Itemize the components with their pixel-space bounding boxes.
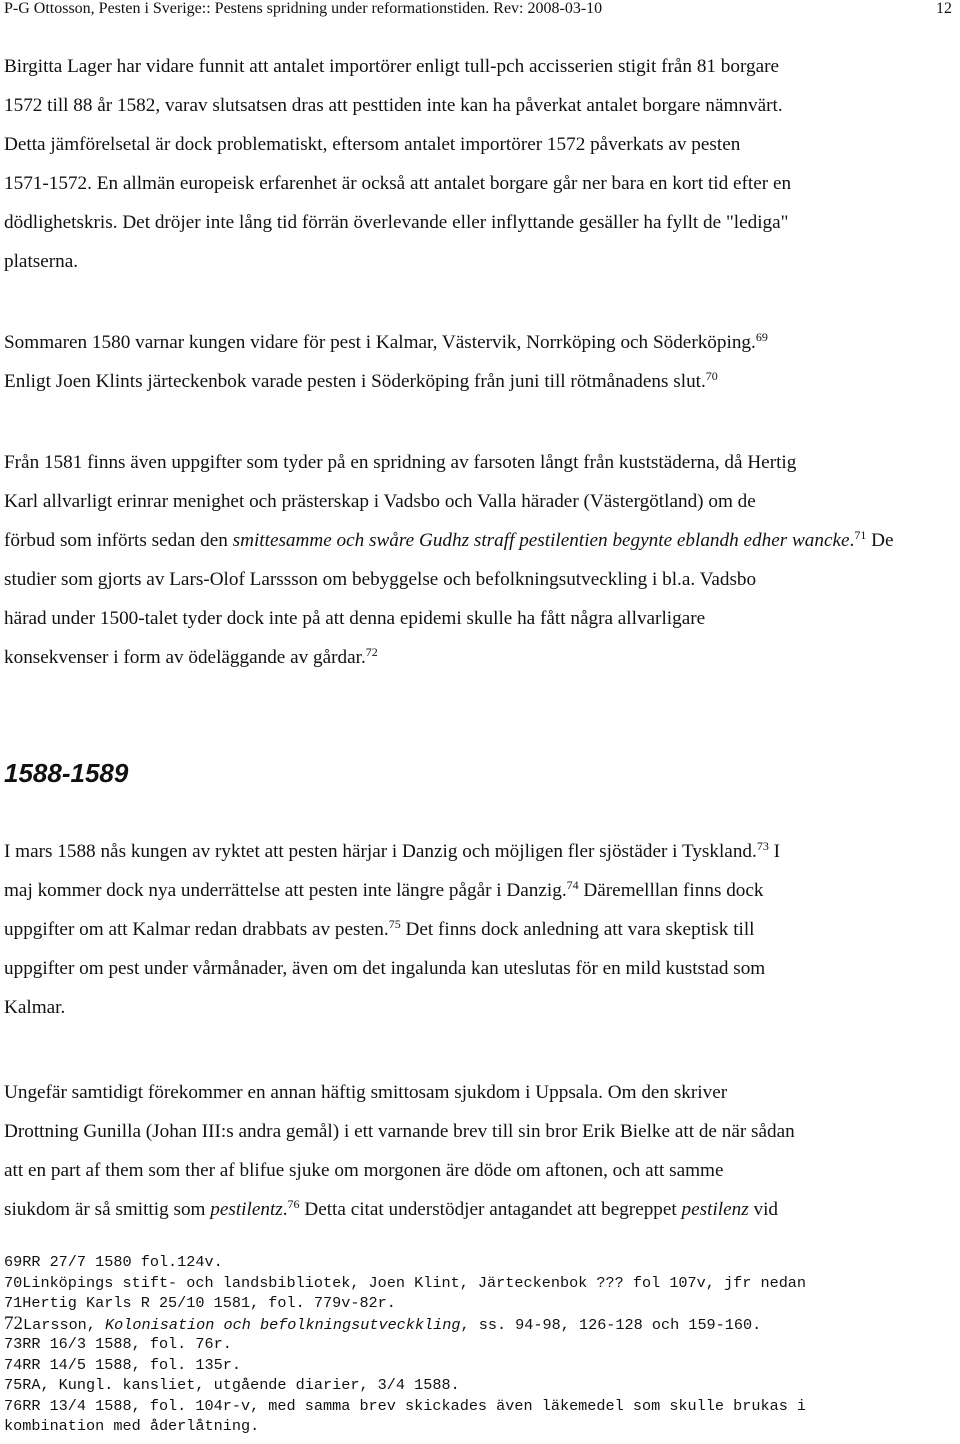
text-line: Drottning Gunilla (Johan III:s andra gemål) i ett varnande brev till sin bror Erik Bielke att de när sådan — [4, 1121, 795, 1142]
term: pestilenz — [681, 1199, 749, 1220]
paragraph-4 — [4, 832, 956, 1027]
text-line: 1571-1572. En allmän europeisk erfarenhet är också att antalet borgare går ner bara en kort tid efter en — [4, 173, 792, 194]
footnote-69: 69RR 27/7 1580 fol.124v. — [4, 1253, 223, 1271]
footnote-ref: 76 — [287, 1197, 300, 1211]
text-line: Detta jämförelsetal är dock problematiskt, eftersom antalet importörer 1572 påverkats av pesten — [4, 134, 741, 155]
footnote-71: 71Hertig Karls R 25/10 1581, fol. 779v-82r. — [4, 1294, 396, 1312]
text-line: platserna. — [4, 251, 79, 272]
historical-quote: smittesamme och swåre Gudhz straff pestilentien begynte eblandh edher wancke — [232, 530, 850, 551]
paragraph-1 — [4, 47, 956, 281]
footnote-73: 73RR 16/3 1588, fol. 76r. — [4, 1335, 232, 1353]
text-line: Kalmar. — [4, 997, 66, 1018]
paragraph-5 — [4, 1073, 956, 1229]
page-number: 12 — [936, 0, 952, 17]
text-line: Karl allvarligt erinrar menighet och prästerskap i Vadsbo och Valla härader (Västergötland) om de — [4, 491, 756, 512]
footnote-ref: 72 — [365, 645, 378, 659]
text-line: Från 1581 finns även uppgifter som tyder på en spridning av farsoten långt från kuststäderna, då Hertig — [4, 452, 797, 473]
footnote-76: 76RR 13/4 1588, fol. 104r-v, med samma brev skickades även läkemedel som skulle brukas i — [4, 1396, 807, 1415]
footnote-ref: 69 — [755, 330, 768, 344]
page-header — [4, 0, 952, 22]
footnote-ref: 70 — [705, 369, 718, 383]
text-line: dödlighetskris. Det dröjer inte lång tid förrän överlevande eller inflyttande gesäller ha fyllt de "lediga" — [4, 212, 789, 233]
text-line: Sommaren 1580 varnar kungen vidare för pest i Kalmar, Västervik, Norrköping och Söderköping.$^{69}$ — [4, 330, 768, 353]
footnote-ref: 74 — [566, 878, 579, 892]
paragraph-2 — [4, 323, 956, 401]
text-line: uppgifter om att Kalmar redan drabbats av pesten.$^{75}$ Det finns dock anledning att vara skeptisk till — [4, 917, 755, 940]
historical-quote: pestilentz — [210, 1199, 283, 1220]
paragraph-3 — [4, 443, 956, 677]
footnote-ref: 73 — [756, 839, 769, 853]
text-line: I mars 1588 nås kungen av ryktet att pesten härjar i Danzig och möjligen fler sjöstäder i Tyskland.$^{73}$ I — [4, 839, 780, 862]
footnote-75: 75RA, Kungl. kansliet, utgående diarier, 3/4 1588. — [4, 1376, 460, 1394]
footnote-ref: 75 — [388, 917, 401, 931]
text-line: 1572 till 88 år 1582, varav slutsatsen dras att pesttiden inte kan ha påverkat antalet borgare nämnvärt. — [4, 95, 783, 116]
footnote-76-cont: kombination med åderlåtning. — [4, 1417, 260, 1435]
text-line: förbud som införts sedan den smittesamme och swåre Gudhz straff pestilentien begynte eblandh edher wancke.$^{71}$ De — [4, 528, 894, 551]
footnotes — [4, 1252, 956, 1437]
footnote-72: 72Larsson, Kolonisation och befolkningsutveckkling, ss. 94-98, 126-128 och 159-160. — [4, 1312, 762, 1334]
text-line: studier som gjorts av Lars-Olof Larssson om bebyggelse och befolkningsutveckling i bl.a. Vadsbo — [4, 569, 757, 590]
text-line: härad under 1500-talet tyder dock inte på att denna epidemi skulle ha fått några allvarligare — [4, 608, 706, 629]
text-line: siukdom är så smittig som pestilentz.$^{76}$ Detta citat understödjer antagandet att begreppet pestilenz vid — [4, 1197, 779, 1220]
text-line: att en part af them som ther af blifue sjuke om morgonen äre döde om aftonen, och att samme — [4, 1160, 724, 1181]
footnote-70: 70Linköpings stift- och landsbibliotek, Joen Klint, Järteckenbok ??? fol 107v, jfr nedan — [4, 1273, 807, 1292]
text-line: Enligt Joen Klints järteckenbok varade pesten i Söderköping från juni till rötmånadens slut.$^{70}$ — [4, 369, 718, 392]
text-line: Birgitta Lager har vidare funnit att antalet importörer enligt tull-pch accisserien stigit från 81 borgare — [4, 56, 780, 77]
section-heading: 1588-1589 — [4, 758, 129, 788]
text-line: maj kommer dock nya underrättelse att pesten inte längre pågår i Danzig.$^{74}$ Däremelllan finns dock — [4, 878, 764, 901]
footnote-ref: 71 — [854, 528, 867, 542]
text-line: Ungefär samtidigt förekommer en annan häftig smittosam sjukdom i Uppsala. Om den skriver — [4, 1082, 728, 1103]
running-header: P-G Ottosson, Pesten i Sverige:: Pestens spridning under reformationstiden. Rev: 2008-03-10 — [4, 0, 603, 17]
footnote-74: 74RR 14/5 1588, fol. 135r. — [4, 1355, 241, 1374]
text-line: konsekvenser i form av ödeläggande av gårdar.$^{72}$ — [4, 645, 378, 668]
text-line: uppgifter om pest under vårmånader, även om det ingalunda kan uteslutas för en mild kuststad som — [4, 958, 766, 979]
